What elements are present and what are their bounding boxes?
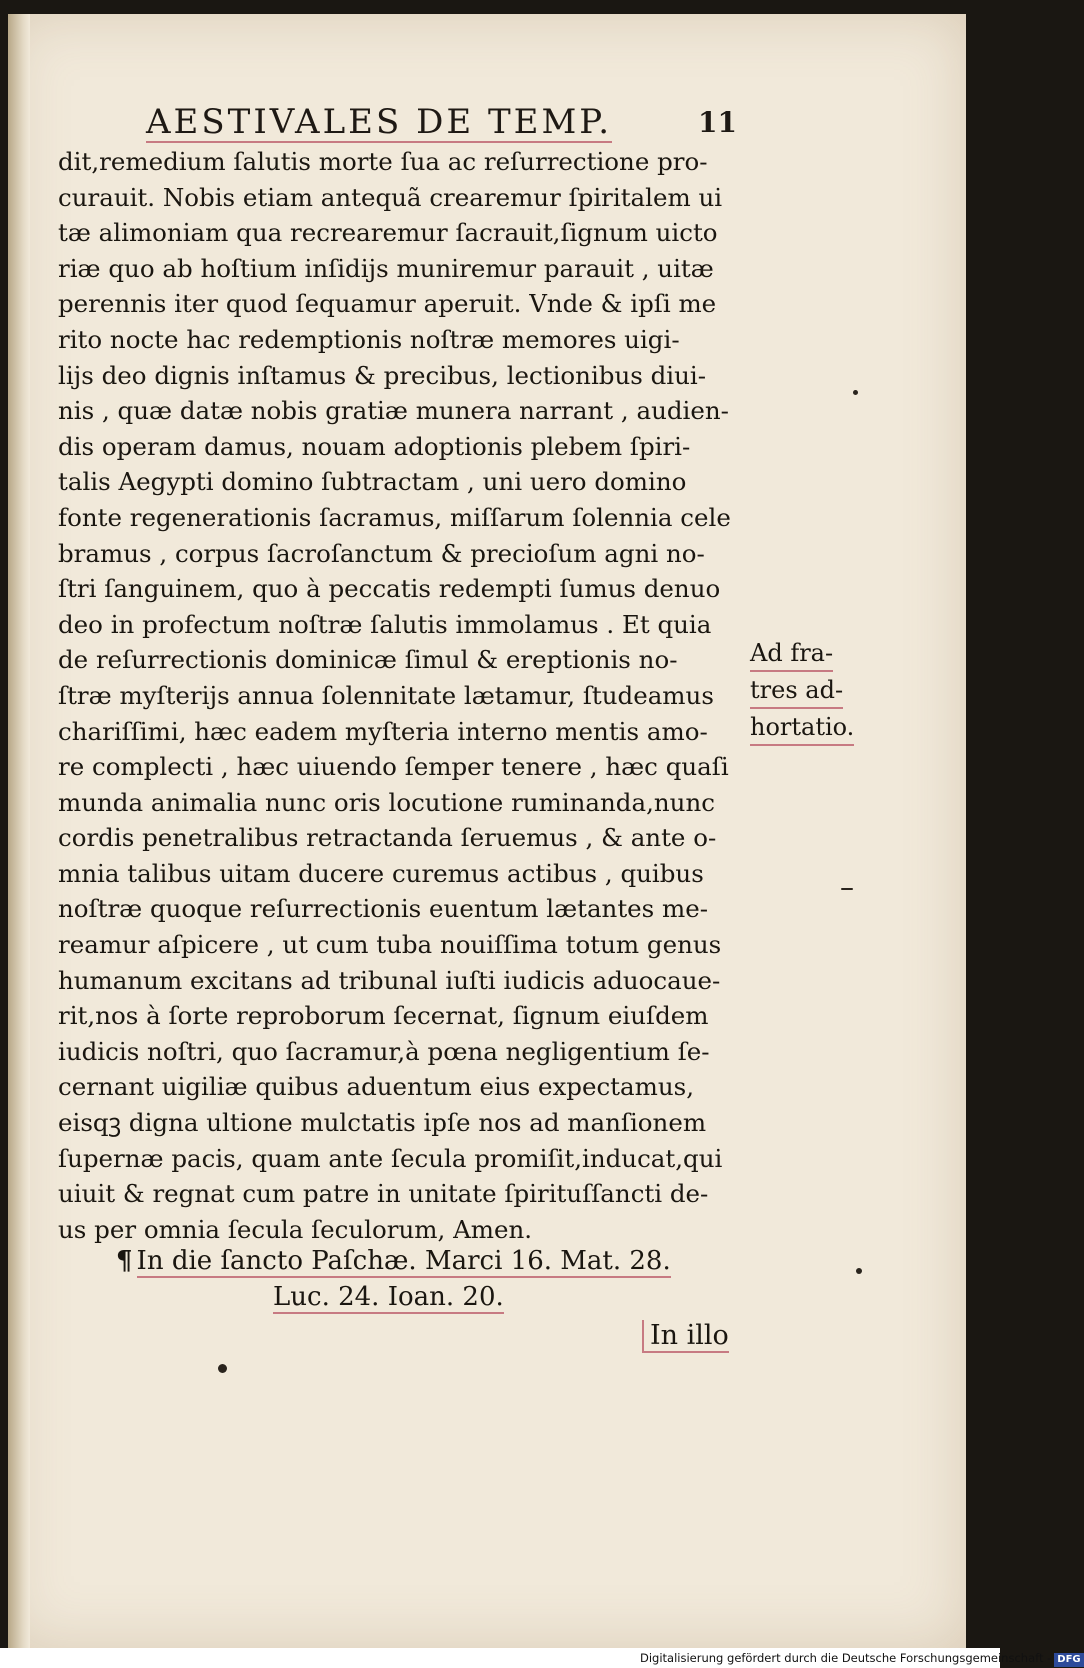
credit-text: Digitalisierung gefördert durch die Deutsche Forschungsgemeinschaft - bbox=[640, 1651, 1052, 1665]
text-line: nis , quæ datæ nobis gratiæ munera narrant , audien- bbox=[58, 396, 729, 426]
running-head bbox=[146, 102, 746, 144]
text-line: dit,remedium ſalutis morte ſua ac reſurrectione pro- bbox=[58, 147, 708, 176]
text-line: mnia talibus uitam ducere curemus actibus , quibus bbox=[58, 858, 704, 888]
text-line: re complecti , hæc uiuendo ſemper tenere , hæc quaſi bbox=[58, 752, 729, 782]
text-line: iudicis noſtri, quo ſacramur,à pœna negligentium ſe- bbox=[58, 1036, 710, 1066]
digitization-credit bbox=[640, 1648, 1081, 1668]
folio-number: 11 bbox=[698, 106, 737, 139]
dfg-logo: DFG bbox=[1054, 1653, 1083, 1667]
text-line: cordis penetralibus retractanda ſeruemus , & ante o- bbox=[58, 823, 717, 853]
ink-speck bbox=[841, 888, 853, 890]
text-line: cernant uigiliæ quibus aduentum eius expectamus, bbox=[58, 1072, 694, 1102]
margin-note-line: hortatio. bbox=[750, 711, 854, 746]
lection-heading bbox=[116, 1246, 671, 1278]
book-page bbox=[8, 14, 966, 1648]
text-line: fonte regenerationis ſacramus, miſſarum ſolennia cele bbox=[58, 502, 731, 532]
body-text bbox=[58, 144, 748, 1247]
text-line: riæ quo ab hoſtium inſidijs muniremur parauit , uitæ bbox=[58, 253, 714, 283]
text-line: us per omnia ſecula ſeculorum, Amen. bbox=[58, 1214, 533, 1244]
text-line: lijs deo dignis inſtamus & precibus, lectionibus diui- bbox=[58, 360, 707, 390]
ink-speck bbox=[856, 1268, 862, 1274]
text-line: talis Aegypti domino ſubtractam , uni uero domino bbox=[58, 467, 687, 497]
text-line: de reſurrectionis dominicæ ſimul & ereptionis no- bbox=[58, 645, 678, 675]
margin-note-line: Ad fra- bbox=[750, 637, 833, 672]
text-line: dis operam damus, nouam adoptionis plebem ſpiri- bbox=[58, 431, 691, 461]
text-line: tæ alimoniam qua recrearemur ſacrauit,ſignum uicto bbox=[58, 218, 718, 248]
text-line: ſtri ſanguinem, quo à peccatis redempti ſumus denuo bbox=[58, 574, 721, 604]
text-line: rito nocte hac redemptionis noſtræ memores uigi- bbox=[58, 324, 680, 354]
text-line: eisqꝫ digna ultione mulctatis ipſe nos ad manſionem bbox=[58, 1108, 707, 1138]
footer-band bbox=[0, 1648, 640, 1668]
ink-speck bbox=[218, 1364, 227, 1373]
text-line: curauit. Nobis etiam antequã crearemur ſpiritalem ui bbox=[58, 182, 723, 212]
lection-line-1: In die ſancto Paſchæ. Marci 16. Mat. 28. bbox=[136, 1246, 671, 1276]
ink-speck bbox=[853, 390, 858, 395]
pilcrow-mark: ¶ bbox=[116, 1246, 133, 1276]
margin-note-line: tres ad- bbox=[750, 674, 843, 709]
text-line: bramus , corpus ſacroſanctum & precioſum agni no- bbox=[58, 538, 705, 568]
margin-note bbox=[750, 637, 854, 748]
text-line: perennis iter quod ſequamur aperuit. Vnde & ipſi me bbox=[58, 289, 717, 319]
page-gutter bbox=[8, 14, 30, 1648]
text-line: reamur aſpicere , ut cum tuba nouiſſima totum genus bbox=[58, 930, 722, 960]
text-line: ſupernæ pacis, quam ante ſecula promiſit,inducat,qui bbox=[58, 1143, 723, 1173]
catchword: In illo bbox=[642, 1320, 729, 1353]
text-line: uiuit & regnat cum patre in unitate ſpirituſſancti de- bbox=[58, 1179, 709, 1209]
text-line: ſtræ myſterijs annua ſolennitate lætamur, ſtudeamus bbox=[58, 680, 714, 710]
text-line: deo in profectum noſtræ ſalutis immolamus . Et quia bbox=[58, 609, 712, 639]
text-line: humanum excitans ad tribunal iuſti iudicis aduocaue- bbox=[58, 965, 721, 995]
text-line: noſtræ quoque reſurrectionis euentum lætantes me- bbox=[58, 894, 709, 924]
lection-heading-continued bbox=[273, 1282, 504, 1314]
text-line: rit,nos à ſorte reproborum ſecernat, ſignum eiuſdem bbox=[58, 1001, 709, 1031]
text-line: chariſſimi, hæc eadem myſteria interno mentis amo- bbox=[58, 716, 708, 746]
lection-line-2: Luc. 24. Ioan. 20. bbox=[273, 1282, 504, 1312]
running-head-title: AESTIVALES DE TEMP. bbox=[146, 102, 613, 142]
text-line: munda animalia nunc oris locutione ruminanda,nunc bbox=[58, 787, 715, 817]
